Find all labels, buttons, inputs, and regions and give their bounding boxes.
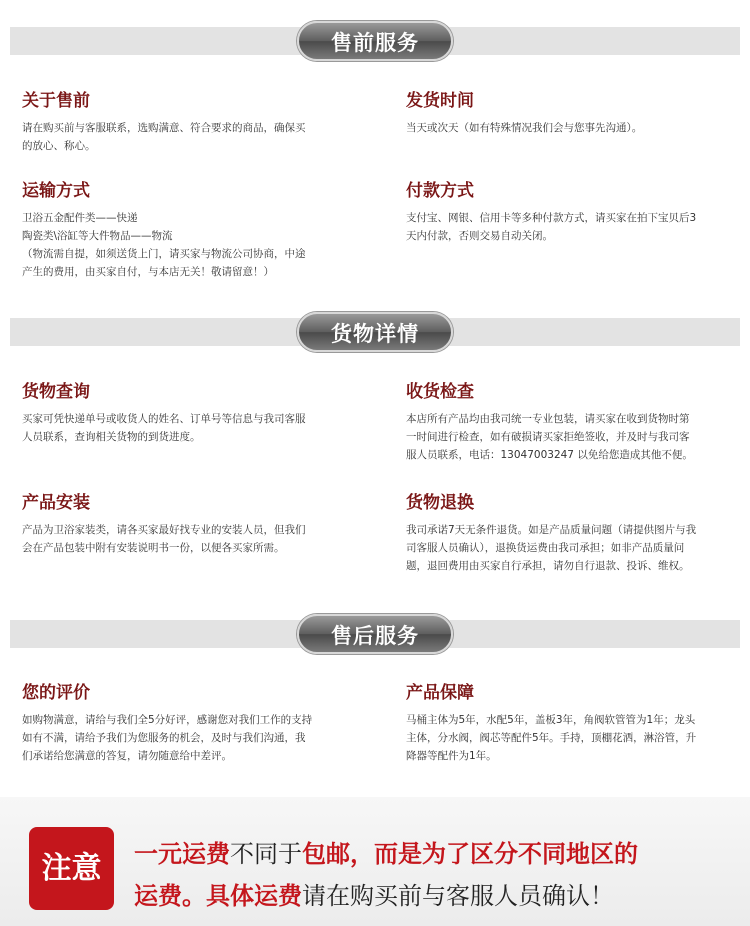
block-text: 我司承诺7天无条件退货。如是产品质量问题（请提供图片与我 <box>406 524 697 536</box>
block-text: 们承诺给您满意的答复，请勿随意给中差评。 <box>22 750 232 762</box>
block-heading: 货物退换 <box>406 493 474 513</box>
block-heading: 货物查询 <box>22 382 90 402</box>
block-text: 降器等配件为1年。 <box>406 750 497 762</box>
block-text: 马桶主体为5年，水配5年，盖板3年，角阀软管管为1年；龙头 <box>406 714 696 726</box>
block-text: 如有不满，请给予我们为您服务的机会，及时与我们沟通，我 <box>22 732 306 744</box>
block-heading: 运输方式 <box>22 181 90 201</box>
section-title: 售前服务 <box>297 21 453 61</box>
block-text: 题，退回费用由买家自行承担，请勿自行退款、投诉、维权。 <box>406 560 690 572</box>
block-heading: 关于售前 <box>22 91 90 111</box>
info-block-shipping-time <box>406 90 746 137</box>
block-text: 当天或次天（如有特殊情况我们会与您事先沟通）。 <box>406 122 643 134</box>
info-block-warranty <box>406 682 746 765</box>
block-text: 陶瓷类\浴缸等大件物品——物流 <box>22 230 173 242</box>
block-text: 人员联系，查询相关货物的到货进度。 <box>22 431 201 443</box>
notice-segment: 不同于 <box>230 840 302 868</box>
block-text: 请在购买前与客服联系，选购满意、符合要求的商品，确保买 <box>22 122 306 134</box>
block-text: 主体，分水阀，阀芯等配件5年。手持，顶棚花洒，淋浴管，升 <box>406 732 697 744</box>
notice-segment: 包邮，而是为了区分不同地区的 <box>302 840 638 868</box>
notice-badge: 注意 <box>29 827 114 910</box>
block-text: 一时间进行检查，如有破损请买家拒绝签收，并及时与我司客 <box>406 431 690 443</box>
block-heading: 发货时间 <box>406 91 474 111</box>
info-block-installation <box>22 492 362 557</box>
block-text: 会在产品包装中附有安装说明书一份，以便各买家所需。 <box>22 542 285 554</box>
block-text: 服人员联系，电话：13047003247 以免给您造成其他不便。 <box>406 449 693 461</box>
section-title: 货物详情 <box>297 312 453 352</box>
info-block-inspection <box>406 381 746 464</box>
notice-segment: 请在购买前与客服人员确认！ <box>302 882 614 910</box>
info-block-transport <box>22 180 362 281</box>
block-text: 产品为卫浴家装类，请各买家最好找专业的安装人员，但我们 <box>22 524 306 536</box>
block-text: 卫浴五金配件类——快递 <box>22 212 138 224</box>
block-text: 支付宝、网银、信用卡等多种付款方式，请买家在拍下宝贝后3 <box>406 212 697 224</box>
section-title: 售后服务 <box>297 614 453 654</box>
notice-segment: 一元运费 <box>134 840 230 868</box>
info-block-payment <box>406 180 746 245</box>
info-block-tracking <box>22 381 362 446</box>
block-heading: 产品保障 <box>406 683 474 703</box>
block-heading: 付款方式 <box>406 181 474 201</box>
block-text: （物流需自提，如须送货上门，请买家与物流公司协商，中途 <box>22 248 306 260</box>
info-block-presale <box>22 90 362 155</box>
block-text: 产生的费用，由买家自付，与本店无关！敬请留意！） <box>22 266 274 278</box>
block-text: 买家可凭快递单号或收货人的姓名、订单号等信息与我司客服 <box>22 413 306 425</box>
notice-line-1 <box>134 834 638 869</box>
block-heading: 收货检查 <box>406 382 474 402</box>
block-text: 司客服人员确认），退换货运费由我司承担；如非产品质量问 <box>406 542 685 554</box>
block-heading: 产品安装 <box>22 493 90 513</box>
block-text: 天内付款，否则交易自动关闭。 <box>406 230 553 242</box>
block-text: 的放心、称心。 <box>22 140 96 152</box>
notice-segment: 运费。具体运费 <box>134 882 302 910</box>
block-text: 本店所有产品均由我司统一专业包装，请买家在收到货物时第 <box>406 413 690 425</box>
info-block-returns <box>406 492 746 575</box>
block-text: 如购物满意，请给与我们全5分好评，感谢您对我们工作的支持 <box>22 714 313 726</box>
info-block-review <box>22 682 362 765</box>
block-heading: 您的评价 <box>22 683 90 703</box>
notice-line-2 <box>134 876 614 911</box>
